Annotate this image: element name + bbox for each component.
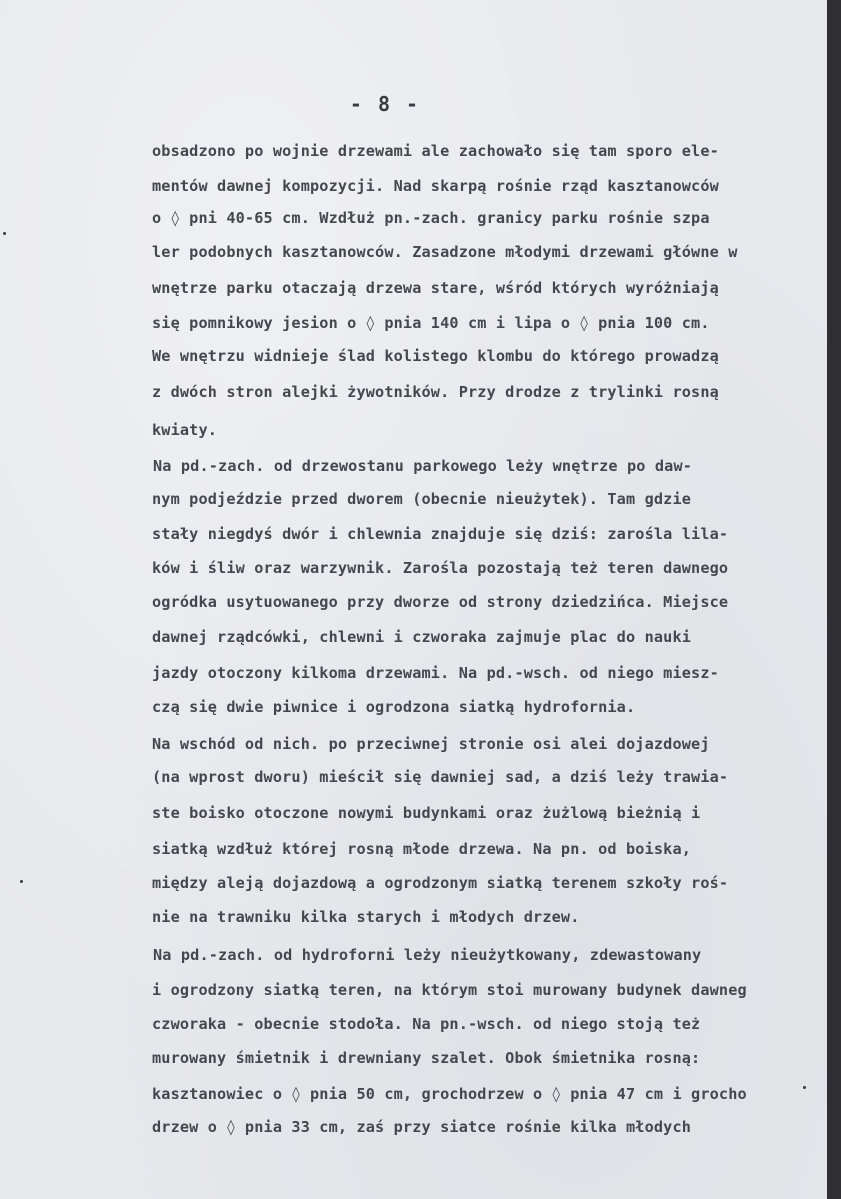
text-line: ler podobnych kasztanowców. Zasadzone młodymi drzewami główne w xyxy=(152,243,738,261)
text-line: We wnętrzu widnieje ślad kolistego klombu do którego prowadzą xyxy=(152,347,719,365)
text-line: (na wprost dworu) mieścił się dawniej sad, a dziś leży trawia- xyxy=(152,768,729,786)
text-line: siatką wzdłuż której rosną młode drzewa. Na pn. od boiska, xyxy=(152,840,692,858)
text-line: nym podjeździe przed dworem (obecnie nieużytek). Tam gdzie xyxy=(152,490,692,508)
text-line: ste boisko otoczone nowymi budynkami oraz żużlową bieżnią i xyxy=(152,804,701,822)
text-line: drzew o ◊ pnia 33 cm, zaś przy siatce rośnie kilka młodych xyxy=(152,1118,692,1136)
margin-speck xyxy=(803,1086,806,1089)
text-line: ogródka usytuowanego przy dworze od strony dziedzińca. Miejsce xyxy=(152,593,729,611)
text-line: czworaka - obecnie stodoła. Na pn.-wsch. od niego stoją też xyxy=(152,1015,701,1033)
margin-speck xyxy=(20,880,23,883)
text-line: między aleją dojazdową a ogrodzonym siatką terenem szkoły roś- xyxy=(152,874,729,892)
text-line: Na wschód od nich. po przeciwnej stronie osi alei dojazdowej xyxy=(152,735,710,753)
text-line: Na pd.-zach. od drzewostanu parkowego leży wnętrze po daw- xyxy=(153,457,693,475)
text-line: o ◊ pni 40-65 cm. Wzdłuż pn.-zach. granicy parku rośnie szpa xyxy=(152,209,710,227)
text-line: kwiaty. xyxy=(152,421,218,439)
text-line: jazdy otoczony kilkoma drzewami. Na pd.-wsch. od niego miesz- xyxy=(152,664,719,682)
text-line: obsadzono po wojnie drzewami ale zachowało się tam sporo ele- xyxy=(152,142,719,160)
text-line: i ogrodzony siatką teren, na którym stoi murowany budynek dawneg xyxy=(152,981,747,999)
text-line: czą się dwie piwnice i ogrodzona siatką hydrofornia. xyxy=(152,698,636,716)
text-line: mentów dawnej kompozycji. Nad skarpą rośnie rząd kasztanowców xyxy=(152,177,719,195)
text-line: kasztanowiec o ◊ pnia 50 cm, grochodrzew o ◊ pnia 47 cm i grocho xyxy=(152,1085,747,1103)
margin-speck xyxy=(3,232,6,235)
text-line: dawnej rządcówki, chlewni i czworaka zajmuje plac do nauki xyxy=(152,628,692,646)
text-line: się pomnikowy jesion o ◊ pnia 140 cm i lipa o ◊ pnia 100 cm. xyxy=(152,314,710,332)
page-number: - 8 - xyxy=(349,92,421,116)
text-line: murowany śmietnik i drewniany szalet. Obok śmietnika rosną: xyxy=(152,1049,701,1067)
text-line: nie na trawniku kilka starych i młodych drzew. xyxy=(152,908,580,926)
text-line: Na pd.-zach. od hydroforni leży nieużytkowany, zdewastowany xyxy=(153,946,702,964)
text-line: wnętrze parku otaczają drzewa stare, wśród których wyróżniają xyxy=(152,279,719,297)
scan-edge xyxy=(827,0,841,1199)
text-line: stały niegdyś dwór i chlewnia znajduje się dziś: zarośla lila- xyxy=(152,525,729,543)
text-line: ków i śliw oraz warzywnik. Zarośla pozostają też teren dawnego xyxy=(152,559,729,577)
text-line: z dwóch stron alejki żywotników. Przy drodze z trylinki rosną xyxy=(152,383,719,401)
